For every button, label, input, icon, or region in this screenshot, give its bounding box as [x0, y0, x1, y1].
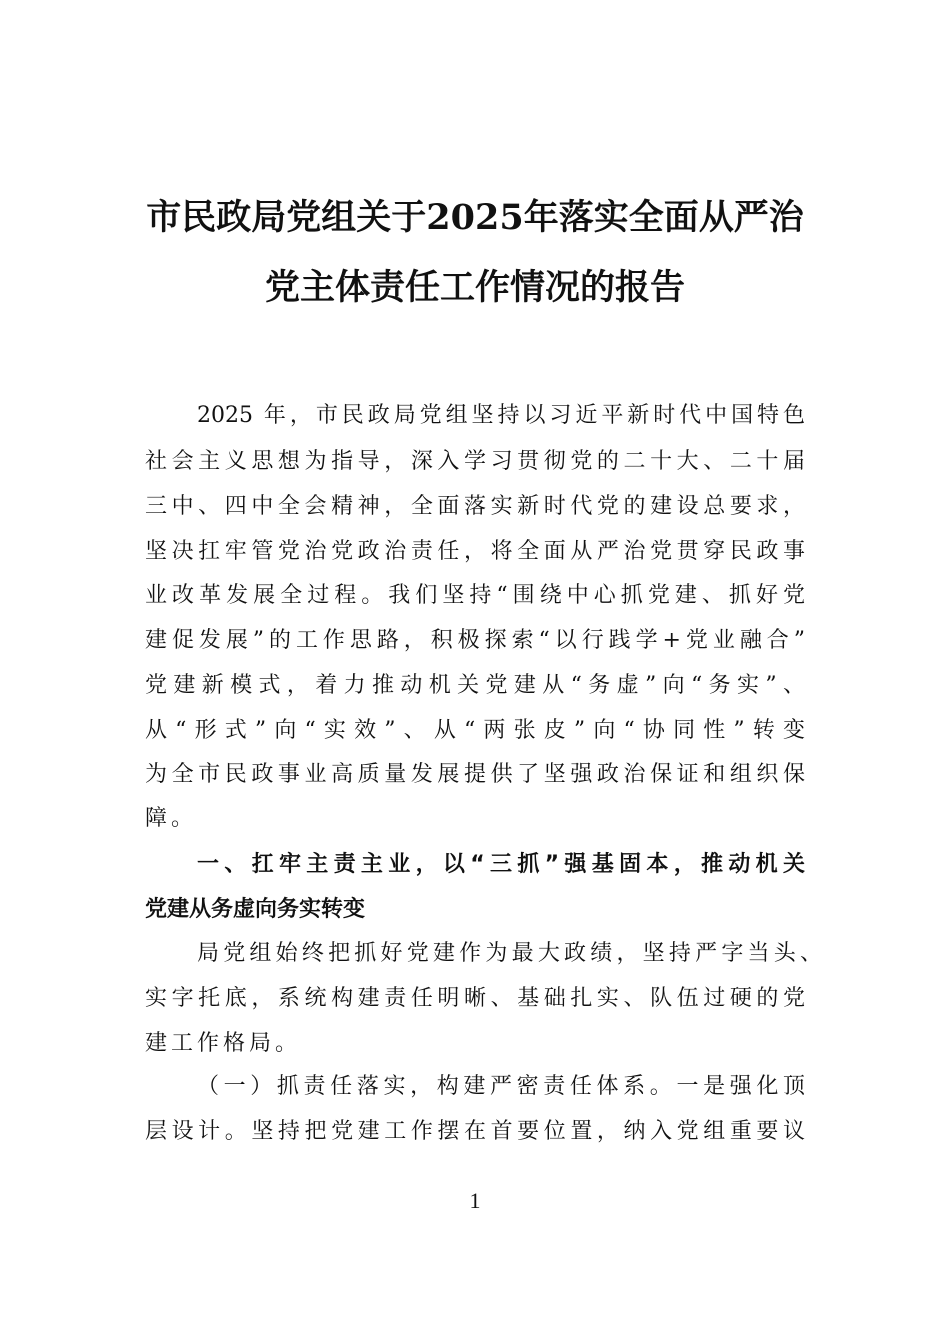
intro-line: 三中、四中全会精神，全面落实新时代党的建设总要求， [145, 494, 805, 519]
intro-line: 社会主义思想为指导，深入学习贯彻党的二十大、二十届 [145, 449, 805, 474]
document-title-line-2: 党主体责任工作情况的报告 [264, 267, 685, 308]
section-heading-line: 党建从务虚向务实转变 [145, 897, 366, 922]
section-heading-line: 一、扛牢主责主业，以“三抓”强基固本，推动机关 [197, 852, 805, 877]
section-para-line: 实字托底，系统构建责任明晰、基础扎实、队伍过硬的党 [145, 986, 805, 1011]
document-title-line-1: 市民政局党组关于2025年落实全面从严治 [146, 197, 804, 238]
subsection-line: （一）抓责任落实，构建严密责任体系。一是强化顶 [197, 1074, 805, 1099]
subsection-line: 层设计。坚持把党建工作摆在首要位置，纳入党组重要议 [145, 1119, 805, 1144]
intro-line: 建促发展”的工作思路，积极探索“以行践学+党业融合” [145, 628, 805, 653]
intro-line: 为全市民政事业高质量发展提供了坚强政治保证和组织保 [145, 762, 805, 787]
intro-line: 党建新模式，着力推动机关党建从“务虚”向“务实”、 [145, 673, 805, 698]
intro-line: 从“形式”向“实效”、从“两张皮”向“协同性”转变 [145, 718, 805, 743]
page-number: 1 [469, 1188, 481, 1213]
intro-line: 2025 年，市民政局党组坚持以习近平新时代中国特色 [197, 403, 805, 428]
intro-line: 坚决扛牢管党治党政治责任，将全面从严治党贯穿民政事 [145, 539, 805, 564]
intro-line: 障。 [145, 806, 198, 831]
section-para-line: 建工作格局。 [145, 1031, 302, 1056]
intro-line: 业改革发展全过程。我们坚持“围绕中心抓党建、抓好党 [145, 583, 805, 608]
section-para-line: 局党组始终把抓好党建作为最大政绩，坚持严字当头、 [197, 941, 822, 966]
